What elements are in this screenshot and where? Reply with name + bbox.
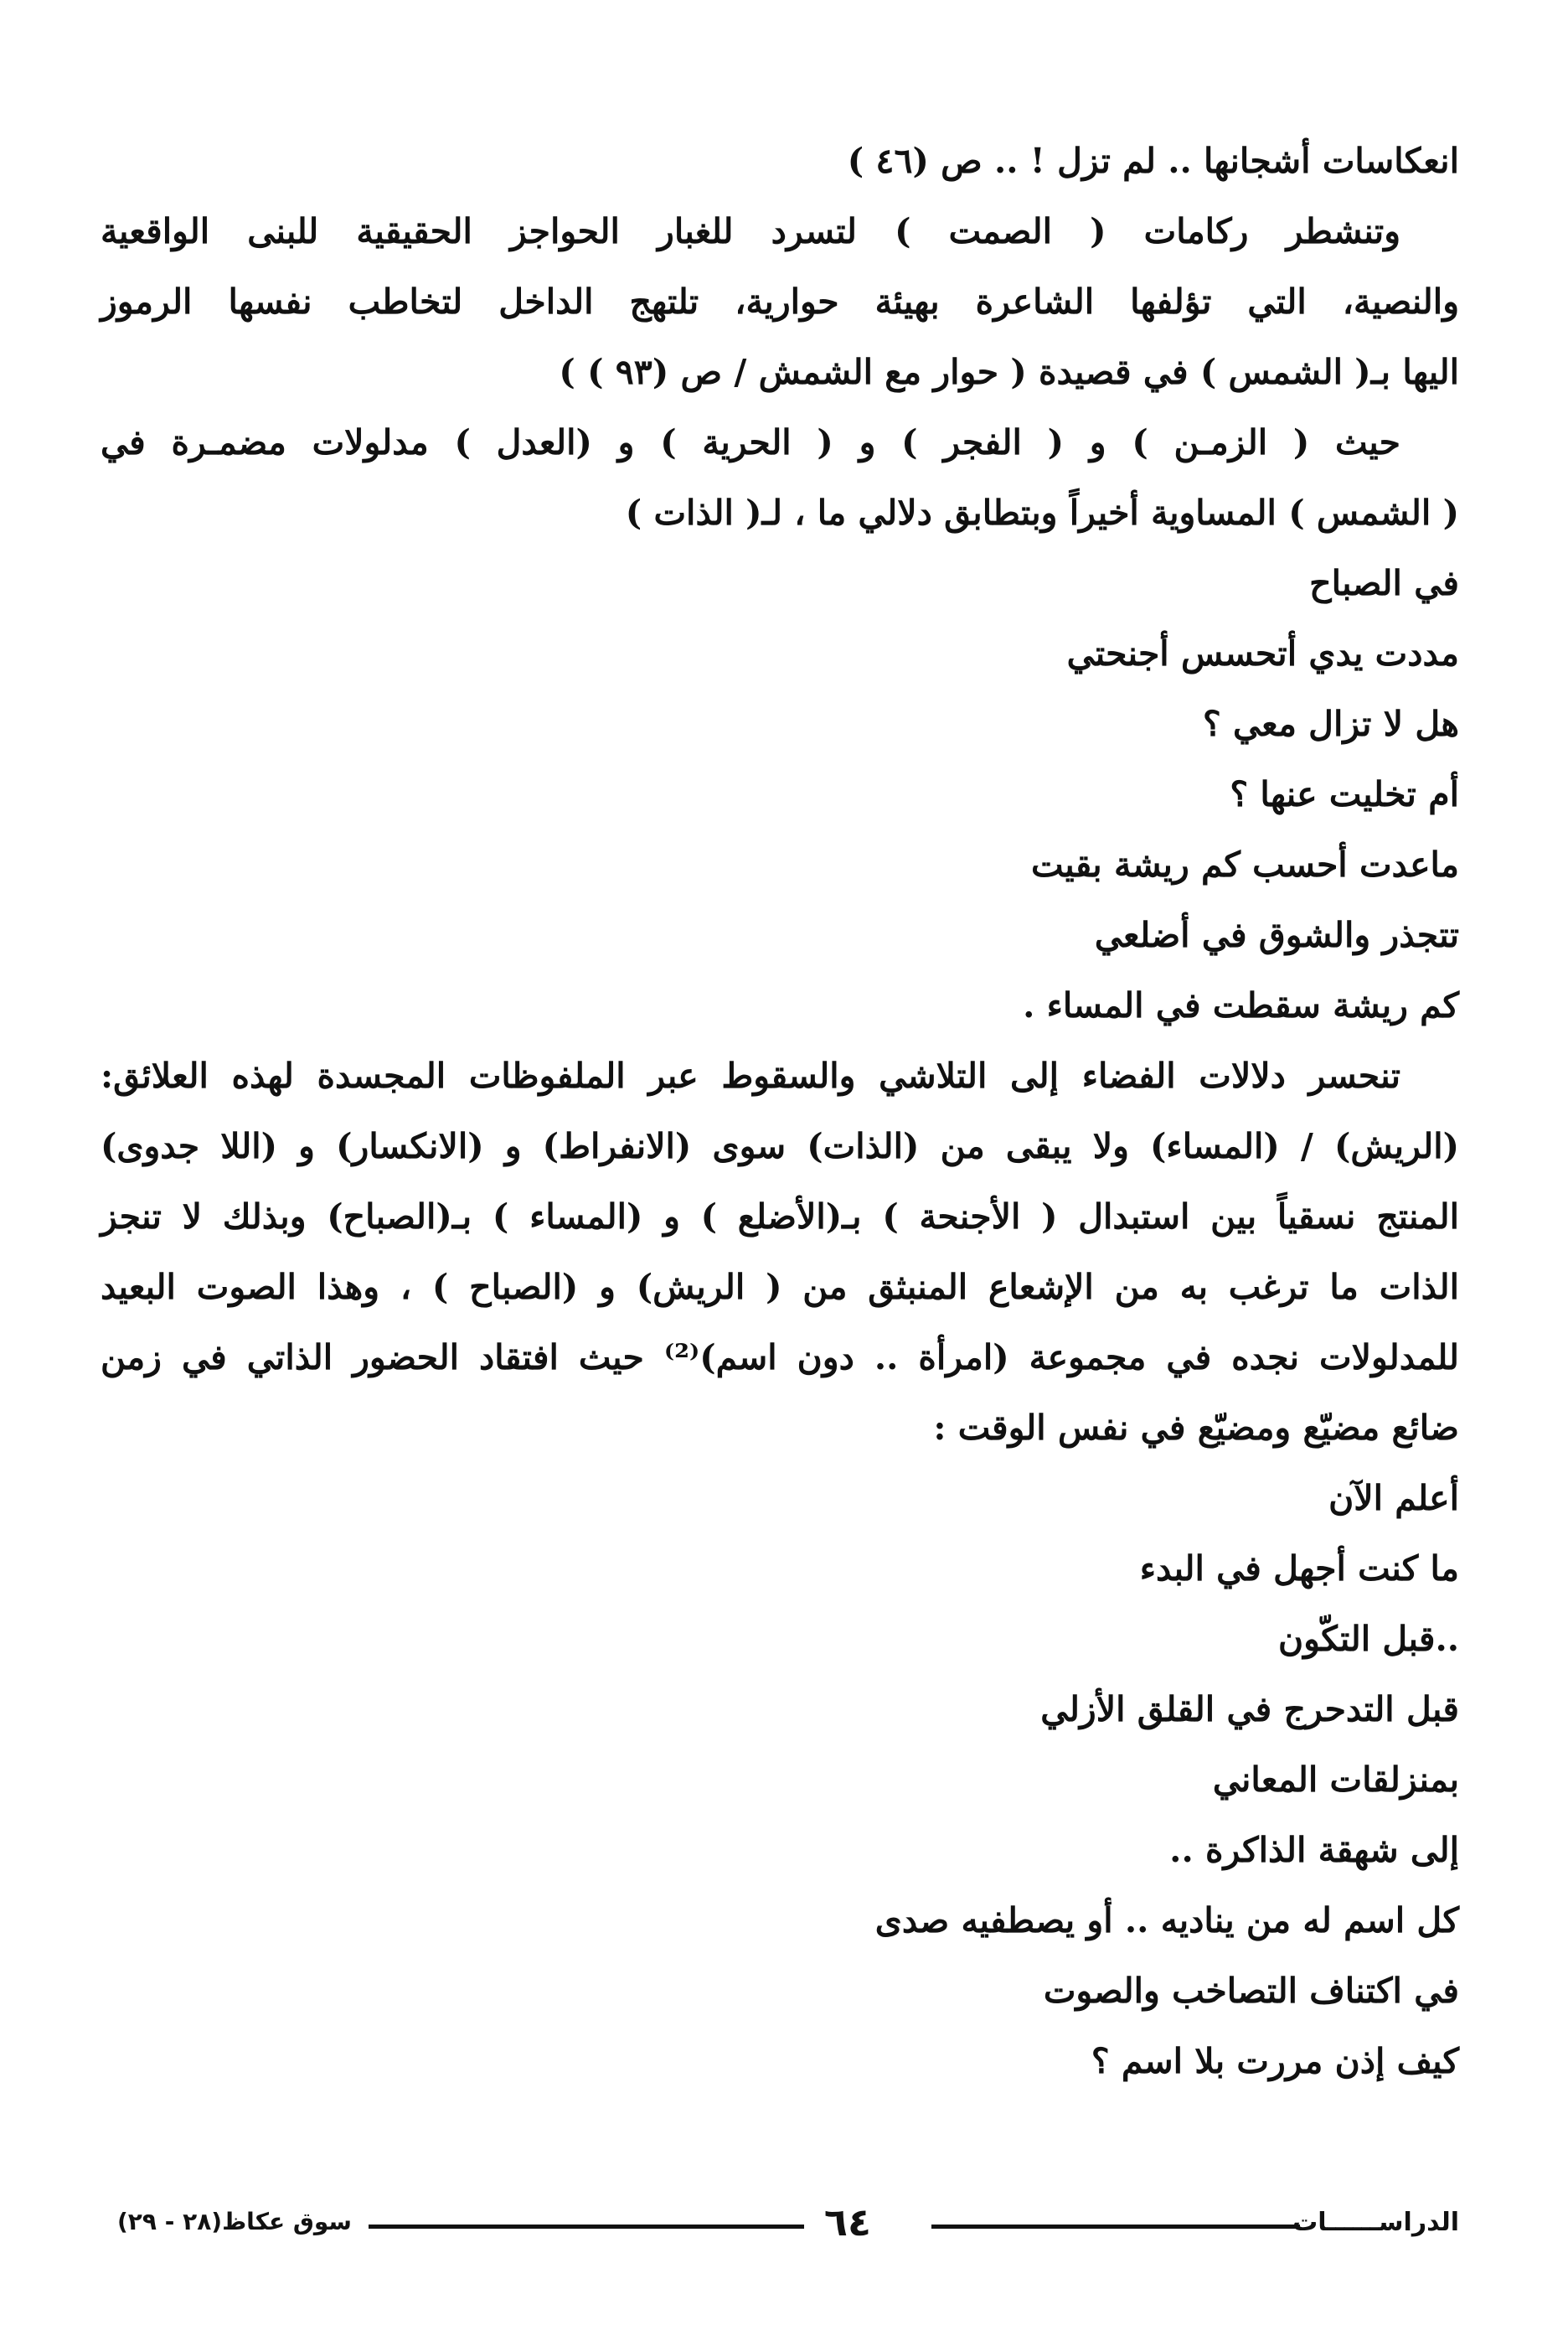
paragraph-line: تنحسر دلالات الفضاء إلى التلاشي والسقوط عبر الملفوظات المجسدة لهذه العلائق: [101,1056,1400,1096]
paragraph-line: المنتج نسقياً بين استبدال ( الأجنحة ) بـ(الأضلع ) و (المساء ) بـ(الصباح) وبذلك لا تنجز [101,1196,1459,1237]
body-text [101,126,1459,2096]
paragraph-line: الذات ما ترغب به من الإشعاع المنبثق من ( الريش) و (الصباح ) ، وهذا الصوت البعيد [101,1267,1459,1307]
paragraph-line: وتنشطر ركامات ( الصمت ) لتسرد للغبار الحواجز الحقيقية للبنى الواقعية [101,211,1400,251]
footer-rule [931,2225,1300,2229]
verse-line: إلى شهقة الذاكرة .. [1169,1830,1459,1870]
paragraph-line: حيث ( الزمـن ) و ( الفجر ) و ( الحرية ) و (العدل ) مدلولات مضمـرة في [101,422,1400,462]
verse-line: تتجذر والشوق في أضلعي [1094,915,1459,955]
text-line: انعكاسات أشجانها .. لم تزل ! .. ص (٤٦ ) [847,141,1459,181]
footer-section-title: الدراســــــات [1292,2208,1459,2237]
verse-line: ما كنت أجهل في البدء [1139,1548,1459,1589]
footer-rule [369,2225,804,2229]
paragraph-line: ضائع مضيّع ومضيّع في نفس الوقت : [933,1408,1459,1448]
paragraph-line: ( الشمس ) المساوية أخيراً وبتطابق دلالي ما ، لـ( الذات ) [625,493,1459,533]
verse-line: ماعدت أحسب كم ريشة بقيت [1030,845,1459,885]
verse-line: بمنزلقات المعاني [1212,1760,1459,1800]
verse-line: كم ريشة سقطت في المساء . [1023,985,1459,1026]
verse-line: مددت يدي أتحسس أجنحتي [1066,633,1459,674]
verse-line: ..قبل التكّون [1277,1619,1459,1659]
verse-line: أم تخليت عنها ؟ [1230,774,1459,814]
verse-line: قبل التدحرج في القلق الأزلي [1040,1689,1459,1729]
verse-line: في اكتناف التصاخب والصوت [1043,1971,1459,2011]
verse-line: في الصباح [1309,563,1459,603]
page-number: ٦٤ [823,2199,872,2245]
verse-line: كل اسم له من يناديه .. أو يصطفيه صدى [874,1900,1459,1940]
paragraph-line: والنصية، التي تؤلفها الشاعرة بهيئة حوارية، تلتهج الداخل لتخاطب نفسها الرموز [101,282,1459,322]
page-footer [101,2199,1459,2250]
verse-line: هل لا تزال معي ؟ [1202,704,1459,744]
paragraph-line: للمدلولات نجده في مجموعة (امرأة .. دون اسم)⁽²⁾ حيث افتقاد الحضور الذاتي في زمن [101,1337,1459,1377]
journal-name: سوق عكاظ(٢٨ - ٢٩) [117,2208,352,2235]
paragraph-line: (الريش) / (المساء) ولا يبقى من (الذات) سوى (الانفراط) و (الانكسار) و (اللا جدوى) [101,1126,1459,1166]
verse-line: كيف إذن مررت بلا اسم ؟ [1091,2041,1459,2081]
verse-line: أعلم الآن [1328,1478,1459,1518]
paragraph-line: اليها بـ( الشمس ) في قصيدة ( حوار مع الشمش / ص (٩٣ ) ) [559,352,1459,392]
